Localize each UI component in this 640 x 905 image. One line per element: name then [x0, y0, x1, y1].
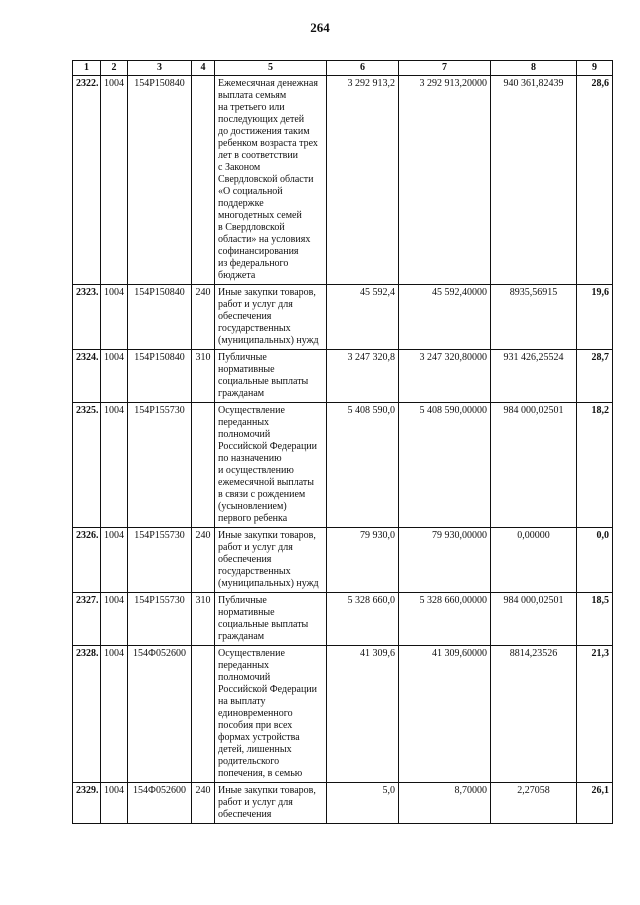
target-code-cell: 154Ф052600 — [128, 783, 192, 824]
row-number-cell: 2326. — [73, 528, 101, 593]
item-name-line: (муниципальных) нужд — [218, 335, 319, 346]
item-name-line: работ и услуг для — [218, 299, 293, 310]
item-name-line: Российской Федерации — [218, 441, 318, 452]
item-name-line: пособия при всех — [218, 720, 293, 731]
target-code-cell: 154P155730 — [128, 528, 192, 593]
table-header-row — [73, 61, 613, 76]
item-name-line: Российской Федерации — [218, 684, 318, 695]
item-name-line: с Законом — [218, 162, 261, 173]
table-row — [73, 528, 613, 593]
percent-cell: 28,6 — [577, 76, 613, 285]
item-name-line: по назначению — [218, 453, 282, 464]
item-name-line: «О социальной — [218, 186, 283, 197]
target-code-cell: 154P150840 — [128, 76, 192, 285]
executed-amount-cell: 8814,23526 — [491, 646, 577, 783]
item-name-line: обеспечения — [218, 554, 272, 565]
executed-amount-cell: 2,27058 — [491, 783, 577, 824]
percent-cell: 28,7 — [577, 350, 613, 403]
item-name-line: социальные выплаты — [218, 376, 309, 387]
plan-precise-cell: 41 309,60000 — [399, 646, 491, 783]
table-row — [73, 285, 613, 350]
plan-precise-cell: 3 247 320,80000 — [399, 350, 491, 403]
item-name-line: Ежемесячная денежная — [218, 78, 318, 89]
plan-amount-cell: 5 408 590,0 — [327, 403, 399, 528]
row-number-cell: 2329. — [73, 783, 101, 824]
expense-type-cell — [192, 403, 215, 528]
table-row — [73, 646, 613, 783]
section-code-cell: 1004 — [101, 76, 128, 285]
table-body — [73, 76, 613, 824]
item-name-line: полномочий — [218, 672, 271, 683]
percent-cell: 18,5 — [577, 593, 613, 646]
item-name-line: выплата семьям — [218, 90, 287, 101]
table-row — [73, 76, 613, 285]
item-name-line: поддержке — [218, 198, 264, 209]
item-name-cell — [215, 646, 327, 783]
item-name-cell — [215, 593, 327, 646]
item-name-line: из федерального — [218, 258, 289, 269]
item-name-line: нормативные — [218, 607, 275, 618]
percent-cell: 26,1 — [577, 783, 613, 824]
expense-type-cell: 240 — [192, 528, 215, 593]
item-name-line: Публичные — [218, 595, 267, 606]
item-name-line: полномочий — [218, 429, 271, 440]
row-number-cell: 2324. — [73, 350, 101, 403]
item-name-line: обеспечения — [218, 809, 272, 820]
budget-table — [72, 60, 613, 824]
item-name-line: единовременного — [218, 708, 293, 719]
expense-type-cell — [192, 76, 215, 285]
percent-cell: 0,0 — [577, 528, 613, 593]
section-code-cell: 1004 — [101, 403, 128, 528]
item-name-line: на выплату — [218, 696, 266, 707]
column-header: 2 — [101, 61, 128, 76]
section-code-cell: 1004 — [101, 593, 128, 646]
table-row — [73, 403, 613, 528]
item-name-line: бюджета — [218, 270, 256, 281]
column-header: 5 — [215, 61, 327, 76]
item-name-line: ежемесячной выплаты — [218, 477, 314, 488]
target-code-cell: 154Ф052600 — [128, 646, 192, 783]
item-name-line: родительского — [218, 756, 280, 767]
row-number-cell: 2327. — [73, 593, 101, 646]
item-name-line: гражданам — [218, 388, 265, 399]
table-row — [73, 350, 613, 403]
item-name-line: государственных — [218, 323, 291, 334]
column-header: 7 — [399, 61, 491, 76]
target-code-cell: 154P150840 — [128, 285, 192, 350]
executed-amount-cell: 984 000,02501 — [491, 593, 577, 646]
row-number-cell: 2323. — [73, 285, 101, 350]
item-name-line: на третьего или — [218, 102, 285, 113]
row-number-cell: 2328. — [73, 646, 101, 783]
plan-precise-cell: 5 408 590,00000 — [399, 403, 491, 528]
item-name-line: последующих детей — [218, 114, 305, 125]
item-name-line: Иные закупки товаров, — [218, 785, 316, 796]
column-header: 1 — [73, 61, 101, 76]
item-name-line: Иные закупки товаров, — [218, 287, 316, 298]
item-name-line: лет в соответствии — [218, 150, 299, 161]
item-name-line: многодетных семей — [218, 210, 302, 221]
executed-amount-cell: 931 426,25524 — [491, 350, 577, 403]
row-number-cell: 2325. — [73, 403, 101, 528]
item-name-cell — [215, 350, 327, 403]
item-name-line: гражданам — [218, 631, 265, 642]
item-name-line: до достижения таким — [218, 126, 310, 137]
plan-amount-cell: 3 247 320,8 — [327, 350, 399, 403]
item-name-cell — [215, 783, 327, 824]
item-name-line: переданных — [218, 417, 270, 428]
item-name-line: обеспечения — [218, 311, 272, 322]
item-name-line: социальные выплаты — [218, 619, 309, 630]
plan-precise-cell: 5 328 660,00000 — [399, 593, 491, 646]
item-name-line: Иные закупки товаров, — [218, 530, 316, 541]
column-header: 8 — [491, 61, 577, 76]
plan-amount-cell: 3 292 913,2 — [327, 76, 399, 285]
item-name-line: формах устройства — [218, 732, 300, 743]
executed-amount-cell: 0,00000 — [491, 528, 577, 593]
plan-precise-cell: 45 592,40000 — [399, 285, 491, 350]
item-name-line: Осуществление — [218, 405, 285, 416]
section-code-cell: 1004 — [101, 285, 128, 350]
plan-amount-cell: 5 328 660,0 — [327, 593, 399, 646]
plan-precise-cell: 79 930,00000 — [399, 528, 491, 593]
percent-cell: 19,6 — [577, 285, 613, 350]
plan-amount-cell: 45 592,4 — [327, 285, 399, 350]
expense-type-cell — [192, 646, 215, 783]
item-name-line: Осуществление — [218, 648, 285, 659]
item-name-cell — [215, 76, 327, 285]
target-code-cell: 154P155730 — [128, 403, 192, 528]
section-code-cell: 1004 — [101, 350, 128, 403]
plan-amount-cell: 79 930,0 — [327, 528, 399, 593]
column-header: 6 — [327, 61, 399, 76]
section-code-cell: 1004 — [101, 646, 128, 783]
item-name-line: попечения, в семью — [218, 768, 303, 779]
item-name-line: области» на условиях — [218, 234, 311, 245]
table-row — [73, 783, 613, 824]
item-name-line: переданных — [218, 660, 270, 671]
item-name-line: в связи с рождением — [218, 489, 306, 500]
percent-cell: 21,3 — [577, 646, 613, 783]
item-name-line: (усыновлением) — [218, 501, 287, 512]
plan-precise-cell: 3 292 913,20000 — [399, 76, 491, 285]
item-name-line: ребенком возраста трех — [218, 138, 318, 149]
expense-type-cell: 240 — [192, 783, 215, 824]
target-code-cell: 154P150840 — [128, 350, 192, 403]
item-name-line: первого ребенка — [218, 513, 288, 524]
percent-cell: 18,2 — [577, 403, 613, 528]
row-number-cell: 2322. — [73, 76, 101, 285]
item-name-line: Публичные — [218, 352, 267, 363]
column-header: 3 — [128, 61, 192, 76]
plan-amount-cell: 5,0 — [327, 783, 399, 824]
item-name-cell — [215, 285, 327, 350]
executed-amount-cell: 8935,56915 — [491, 285, 577, 350]
expense-type-cell: 240 — [192, 285, 215, 350]
item-name-line: государственных — [218, 566, 291, 577]
column-header: 9 — [577, 61, 613, 76]
page-number: 264 — [310, 20, 330, 35]
executed-amount-cell: 984 000,02501 — [491, 403, 577, 528]
plan-precise-cell: 8,70000 — [399, 783, 491, 824]
target-code-cell: 154P155730 — [128, 593, 192, 646]
item-name-line: нормативные — [218, 364, 275, 375]
item-name-cell — [215, 528, 327, 593]
plan-amount-cell: 41 309,6 — [327, 646, 399, 783]
item-name-line: работ и услуг для — [218, 542, 293, 553]
item-name-line: и осуществлению — [218, 465, 294, 476]
executed-amount-cell: 940 361,82439 — [491, 76, 577, 285]
table-row — [73, 593, 613, 646]
column-header: 4 — [192, 61, 215, 76]
item-name-line: в Свердловской — [218, 222, 285, 233]
item-name-line: (муниципальных) нужд — [218, 578, 319, 589]
section-code-cell: 1004 — [101, 783, 128, 824]
item-name-line: детей, лишенных — [218, 744, 292, 755]
item-name-line: софинансирования — [218, 246, 299, 257]
item-name-cell — [215, 403, 327, 528]
item-name-line: Свердловской области — [218, 174, 314, 185]
section-code-cell: 1004 — [101, 528, 128, 593]
expense-type-cell: 310 — [192, 350, 215, 403]
expense-type-cell: 310 — [192, 593, 215, 646]
item-name-line: работ и услуг для — [218, 797, 293, 808]
